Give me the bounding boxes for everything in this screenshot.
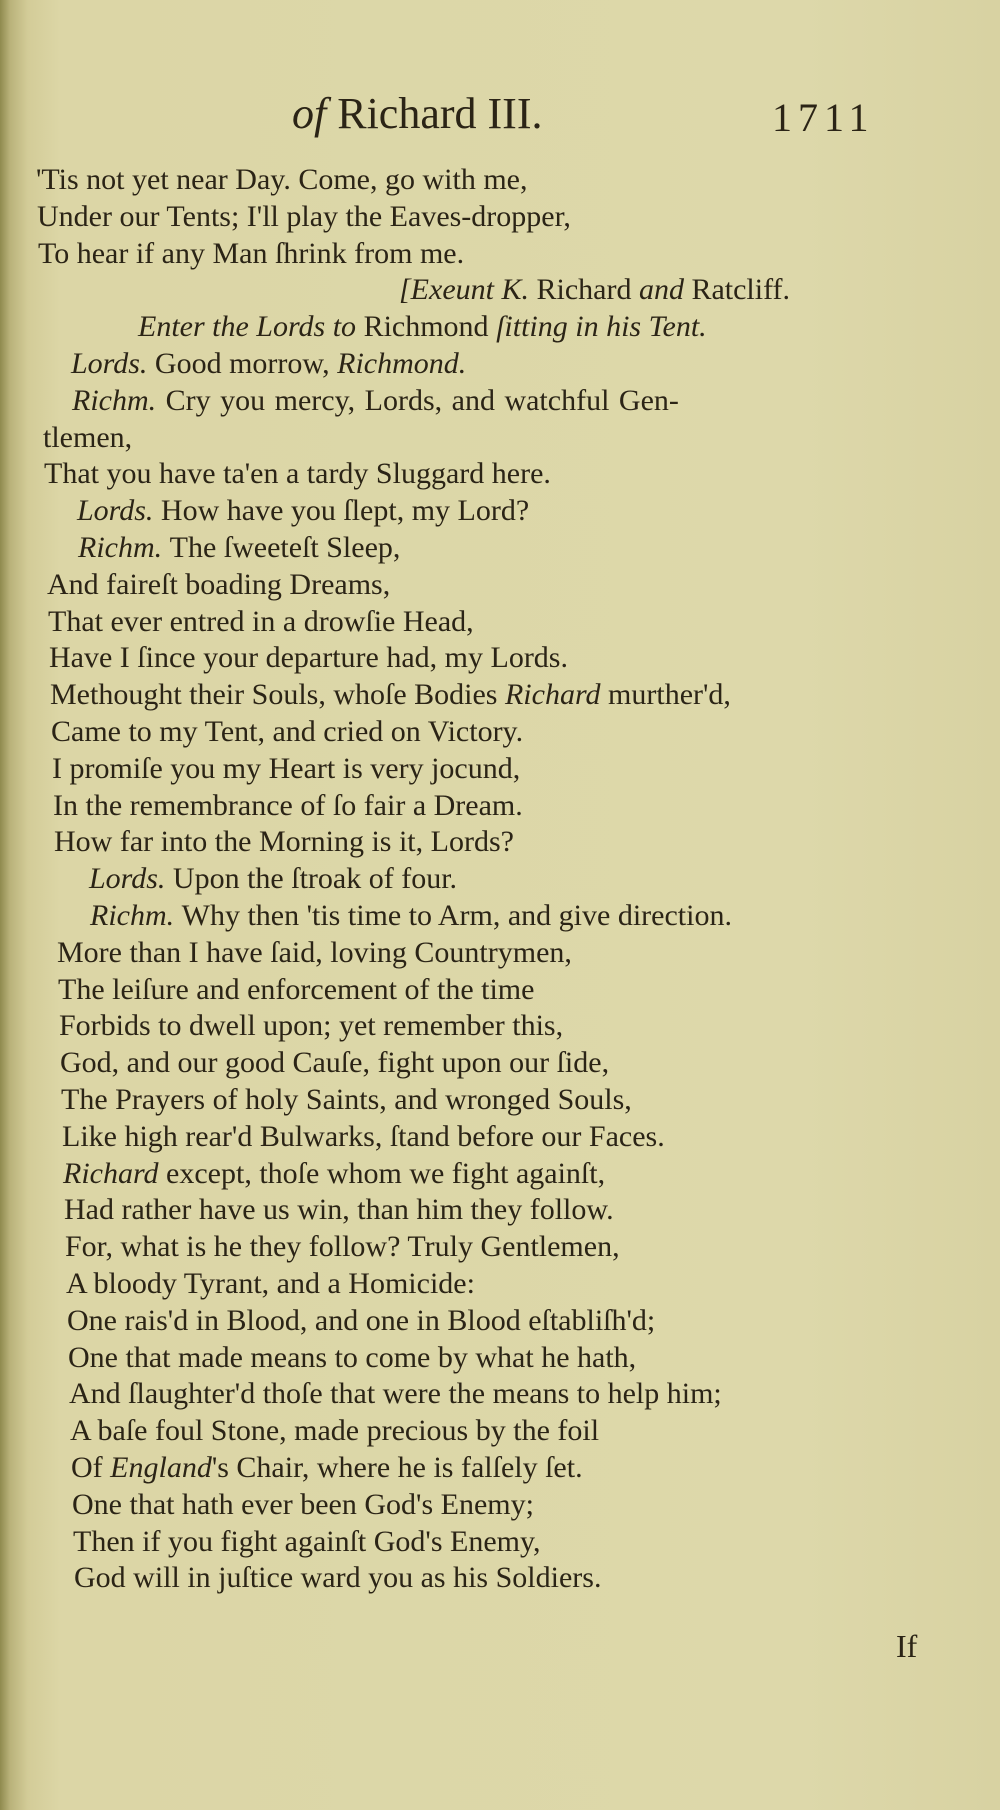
text-line: [49, 640, 568, 676]
text-line: [53, 788, 523, 824]
text-line: [61, 1082, 632, 1118]
text-line: [51, 714, 523, 750]
text-segment: Cry you mercy, Lords, and watchful Gen-: [165, 383, 679, 417]
text-segment: A baſe foul Stone, made precious by the foil: [70, 1414, 600, 1448]
italic-segment: [Exeunt K.: [399, 273, 537, 307]
text-line: [43, 420, 132, 456]
text-line: [36, 162, 527, 198]
text-segment: And ſlaughter'd thoſe that were the means to help him;: [69, 1377, 722, 1411]
text-segment: To hear if any Man ſhrink from me.: [38, 236, 465, 270]
italic-segment: Lords.: [77, 494, 161, 528]
text-line: [90, 898, 732, 934]
text-line: [78, 530, 400, 566]
text-segment: The leiſure and enforcement of the time: [58, 972, 535, 1006]
text-line: [47, 567, 390, 603]
text-line: [70, 1413, 599, 1449]
text-segment: murther'd,: [608, 678, 731, 712]
title-prefix: of: [292, 89, 327, 138]
text-line: [38, 236, 464, 272]
text-segment: Forbids to dwell upon; yet remember this,: [59, 1009, 564, 1043]
text-segment: Have I ſince your departure had, my Lords.: [49, 641, 568, 675]
text-segment: Methought their Souls, whoſe Bodies: [50, 678, 505, 712]
text-segment: How have you ſlept, my Lord?: [160, 494, 530, 528]
text-segment: Had rather have us win, than him they follow.: [64, 1193, 614, 1227]
text-line: [37, 199, 571, 235]
running-title: [292, 88, 542, 139]
text-line: [71, 1450, 583, 1486]
text-segment: 'Tis not yet near Day. Come, go with me,: [36, 163, 528, 196]
text-line: [89, 861, 457, 897]
text-line: [399, 272, 790, 308]
text-line: [62, 1119, 665, 1155]
italic-segment: Richard: [63, 1156, 167, 1190]
catchword: If: [896, 1628, 918, 1664]
text-segment: Richard: [536, 273, 639, 307]
text-segment: That ever entred in a drowſie Head,: [48, 604, 474, 638]
text-segment: God, and our good Cauſe, fight upon our ſide,: [60, 1046, 610, 1080]
text-segment: One that hath ever been God's Enemy;: [72, 1487, 534, 1521]
text-line: [67, 1303, 655, 1339]
italic-segment: Richm.: [78, 531, 170, 564]
text-segment: Like high rear'd Bulwarks, ſtand before our Faces.: [62, 1119, 665, 1153]
text-segment: Under our Tents; I'll play the Eaves-dropper,: [37, 199, 571, 233]
text-segment: Then if you fight againſt God's Enemy,: [73, 1524, 541, 1558]
text-line: [71, 346, 466, 382]
text-line: [50, 677, 731, 713]
text-segment: For, what is he they follow? Truly Gentlemen,: [65, 1230, 620, 1264]
text-line: [65, 1229, 620, 1265]
text-line: [69, 1376, 722, 1412]
text-line: [52, 751, 520, 787]
italic-segment: Enter the Lords to: [138, 310, 364, 344]
text-segment: More than I have ſaid, loving Countrymen,: [57, 935, 572, 969]
italic-segment: ſitting in his Tent.: [496, 310, 707, 344]
text-line: [54, 824, 514, 860]
italic-segment: Lords.: [71, 347, 155, 380]
text-segment: Ratcliff.: [691, 273, 791, 307]
text-segment: I promiſe you my Heart is very jocund,: [52, 751, 521, 785]
italic-segment: Richm.: [90, 899, 182, 932]
text-segment: Came to my Tent, and cried on Victory.: [51, 715, 524, 748]
text-line: [64, 1192, 614, 1228]
text-segment: That you have ta'en a tardy Sluggard here.: [44, 457, 551, 491]
text-line: [72, 1487, 534, 1523]
text-segment: Richmond: [363, 310, 497, 344]
text-segment: Why then 'tis time to Arm, and give direction.: [181, 899, 732, 932]
text-segment: God will in juſtice ward you as his Soldiers.: [74, 1561, 602, 1595]
italic-segment: and: [638, 273, 692, 307]
text-line: [59, 1008, 563, 1044]
text-line: [73, 1524, 541, 1560]
text-segment: except, thoſe whom we fight againſt,: [166, 1156, 606, 1190]
text-segment: Of: [71, 1451, 111, 1484]
italic-segment: Lords.: [89, 862, 173, 896]
text-segment: One rais'd in Blood, and one in Blood eſtabliſh'd;: [67, 1303, 656, 1337]
text-line: [58, 972, 534, 1008]
text-line: [68, 1340, 636, 1376]
italic-segment: Richm.: [72, 383, 166, 417]
text-segment: A bloody Tyrant, and a Homicide:: [66, 1267, 475, 1300]
text-segment: The ſweeteſt Sleep,: [169, 531, 401, 564]
title-text: Richard III.: [337, 89, 543, 138]
italic-segment: England: [110, 1451, 212, 1484]
italic-segment: Richard: [504, 678, 609, 712]
text-segment: Upon the ſtroak of four.: [172, 862, 458, 896]
text-segment: Good morrow,: [154, 347, 338, 380]
text-line: [77, 493, 529, 529]
text-line: [138, 309, 707, 345]
italic-segment: Richmond.: [337, 347, 467, 380]
text-line: [66, 1266, 475, 1302]
text-line: [63, 1156, 605, 1192]
text-line: [44, 456, 551, 492]
text-segment: The Prayers of holy Saints, and wronged Souls,: [61, 1083, 632, 1116]
text-segment: In the remembrance of ſo fair a Dream.: [53, 788, 523, 822]
page-number: 1711: [772, 95, 875, 140]
text-line: [72, 383, 679, 419]
text-line: [74, 1560, 601, 1596]
text-segment: How far into the Morning is it, Lords?: [54, 825, 514, 859]
text-segment: One that made means to come by what he hath,: [68, 1340, 637, 1374]
text-segment: 's Chair, where he is falſely ſet.: [211, 1451, 583, 1484]
text-line: [57, 935, 572, 971]
text-segment: And faireſt boading Dreams,: [47, 567, 391, 601]
text-line: [60, 1045, 609, 1081]
text-segment: tlemen,: [43, 420, 133, 454]
text-line: [48, 604, 474, 640]
